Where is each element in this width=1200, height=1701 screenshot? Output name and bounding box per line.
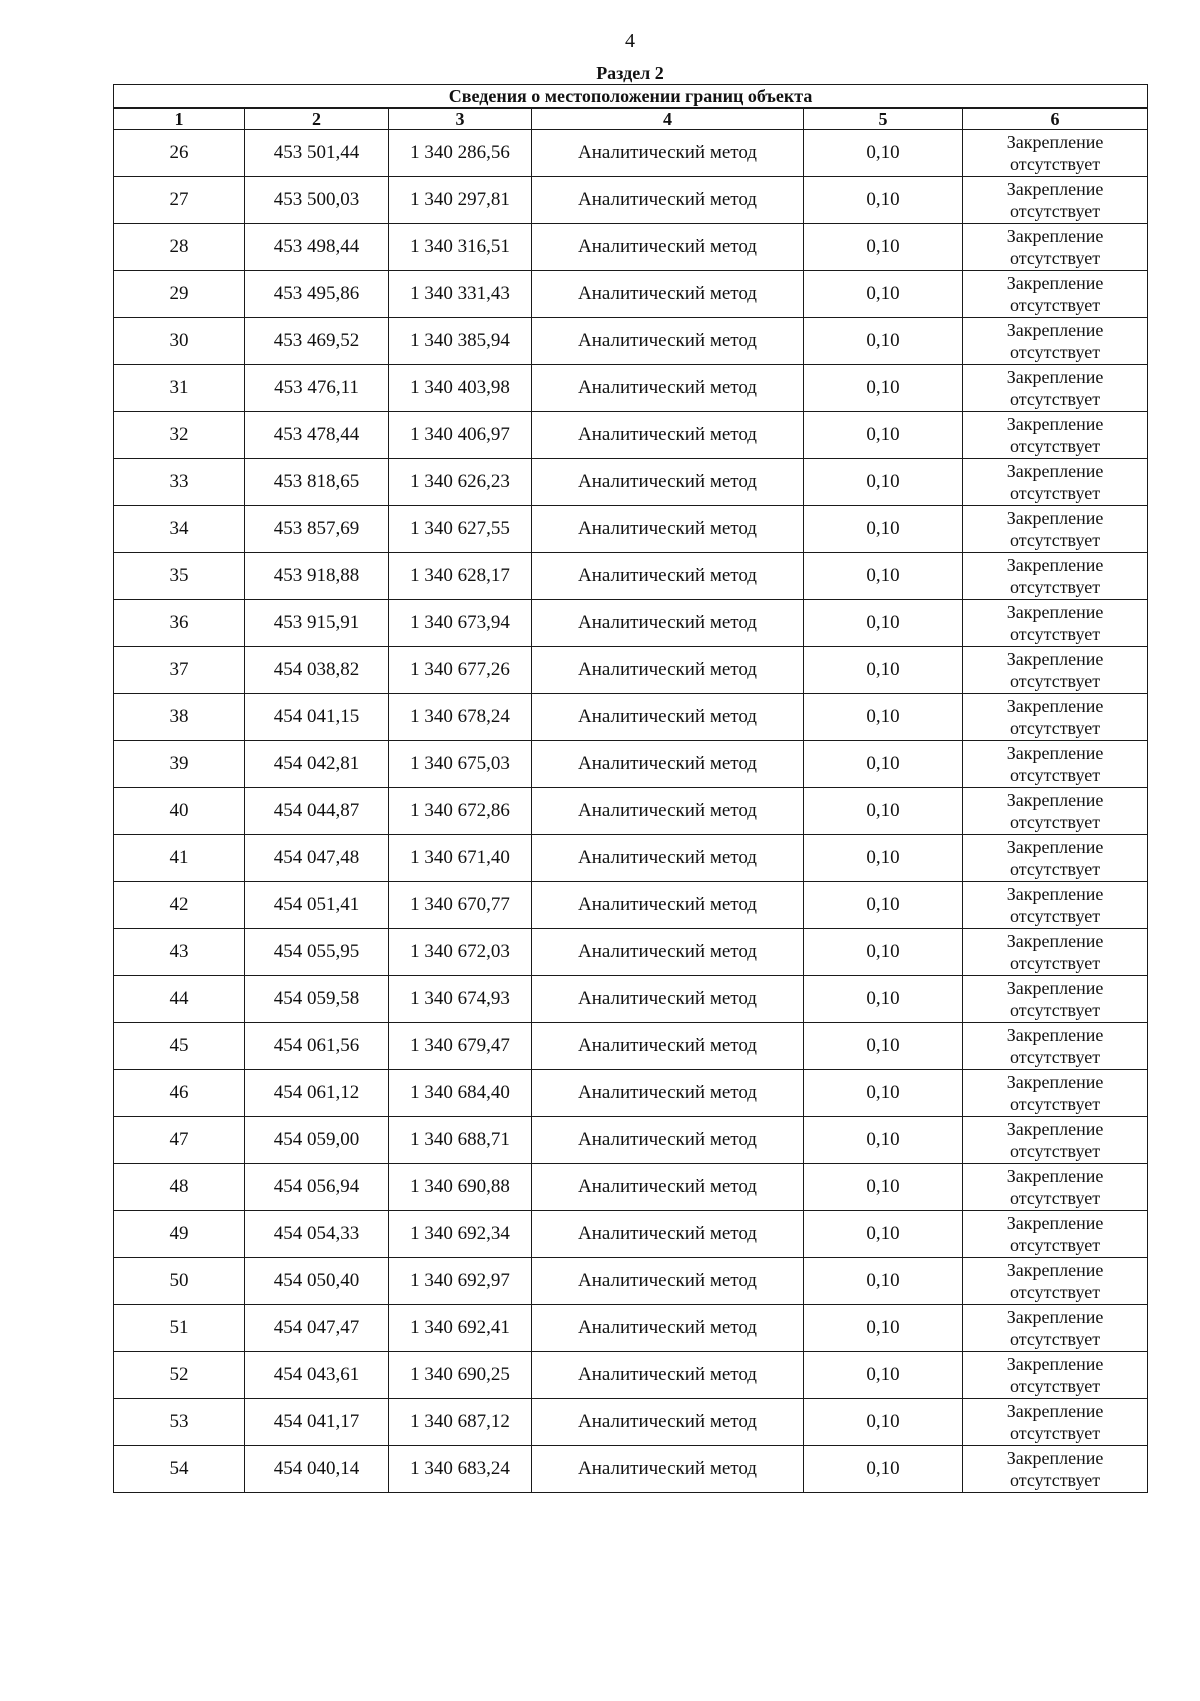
table-row — [114, 835, 1148, 882]
fixation-line-2: отсутствует — [1010, 1141, 1101, 1161]
point-number-cell: 42 — [114, 882, 245, 929]
fixation-cell — [963, 835, 1148, 882]
coordinate-x-cell: 454 059,00 — [245, 1117, 389, 1164]
fixation-line-2: отсутствует — [1010, 1188, 1101, 1208]
method-cell: Аналитический метод — [532, 1070, 804, 1117]
accuracy-cell: 0,10 — [804, 271, 963, 318]
fixation-line-2: отсутствует — [1010, 671, 1101, 691]
point-number-cell: 36 — [114, 600, 245, 647]
accuracy-cell: 0,10 — [804, 976, 963, 1023]
accuracy-cell: 0,10 — [804, 506, 963, 553]
fixation-line-2: отсутствует — [1010, 765, 1101, 785]
fixation-line-1: Закрепление — [1006, 837, 1104, 857]
table-row — [114, 1352, 1148, 1399]
coordinate-x-cell: 454 042,81 — [245, 741, 389, 788]
fixation-cell — [963, 1352, 1148, 1399]
section-title: Раздел 2 — [596, 63, 664, 83]
coordinate-x-cell: 454 056,94 — [245, 1164, 389, 1211]
method-cell: Аналитический метод — [532, 976, 804, 1023]
point-number-cell: 29 — [114, 271, 245, 318]
coordinate-x-cell: 453 501,44 — [245, 130, 389, 177]
fixation-line-1: Закрепление — [1006, 461, 1104, 481]
method-cell: Аналитический метод — [532, 553, 804, 600]
accuracy-cell: 0,10 — [804, 130, 963, 177]
accuracy-cell: 0,10 — [804, 412, 963, 459]
fixation-cell — [963, 553, 1148, 600]
method-cell: Аналитический метод — [532, 271, 804, 318]
fixation-line-1: Закрепление — [1006, 978, 1104, 998]
point-number-cell: 38 — [114, 694, 245, 741]
coordinate-y-cell: 1 340 286,56 — [389, 130, 532, 177]
fixation-cell — [963, 224, 1148, 271]
fixation-cell — [963, 694, 1148, 741]
coordinate-x-cell: 453 500,03 — [245, 177, 389, 224]
column-number: 3 — [389, 108, 532, 130]
method-cell: Аналитический метод — [532, 1117, 804, 1164]
coordinate-x-cell: 453 478,44 — [245, 412, 389, 459]
column-number: 5 — [804, 108, 963, 130]
accuracy-cell: 0,10 — [804, 835, 963, 882]
method-cell: Аналитический метод — [532, 1446, 804, 1493]
coordinate-y-cell: 1 340 679,47 — [389, 1023, 532, 1070]
table-caption: Сведения о местоположении границ объекта — [114, 85, 1148, 109]
fixation-cell — [963, 929, 1148, 976]
fixation-cell — [963, 1211, 1148, 1258]
fixation-line-2: отсутствует — [1010, 1329, 1101, 1349]
coordinate-y-cell: 1 340 673,94 — [389, 600, 532, 647]
fixation-line-1: Закрепление — [1006, 226, 1104, 246]
accuracy-cell: 0,10 — [804, 929, 963, 976]
fixation-cell — [963, 459, 1148, 506]
page-number: 4 — [625, 30, 635, 52]
table-row — [114, 130, 1148, 177]
table-row — [114, 1070, 1148, 1117]
point-number-cell: 53 — [114, 1399, 245, 1446]
coordinate-y-cell: 1 340 683,24 — [389, 1446, 532, 1493]
accuracy-cell: 0,10 — [804, 1305, 963, 1352]
fixation-line-2: отсутствует — [1010, 624, 1101, 644]
point-number-cell: 35 — [114, 553, 245, 600]
fixation-cell — [963, 1446, 1148, 1493]
accuracy-cell: 0,10 — [804, 600, 963, 647]
accuracy-cell: 0,10 — [804, 459, 963, 506]
fixation-line-1: Закрепление — [1006, 1354, 1104, 1374]
coordinate-x-cell: 454 040,14 — [245, 1446, 389, 1493]
coordinate-y-cell: 1 340 690,88 — [389, 1164, 532, 1211]
coordinate-y-cell: 1 340 674,93 — [389, 976, 532, 1023]
fixation-line-2: отсутствует — [1010, 295, 1101, 315]
table-row — [114, 1305, 1148, 1352]
accuracy-cell: 0,10 — [804, 224, 963, 271]
method-cell: Аналитический метод — [532, 835, 804, 882]
column-numbers-row — [114, 108, 1148, 130]
fixation-line-1: Закрепление — [1006, 132, 1104, 152]
fixation-line-2: отсутствует — [1010, 718, 1101, 738]
fixation-line-2: отсутствует — [1010, 201, 1101, 221]
coordinate-y-cell: 1 340 297,81 — [389, 177, 532, 224]
method-cell: Аналитический метод — [532, 694, 804, 741]
point-number-cell: 30 — [114, 318, 245, 365]
coordinate-y-cell: 1 340 692,34 — [389, 1211, 532, 1258]
fixation-line-2: отсутствует — [1010, 859, 1101, 879]
table-row — [114, 1258, 1148, 1305]
point-number-cell: 46 — [114, 1070, 245, 1117]
fixation-line-1: Закрепление — [1006, 1307, 1104, 1327]
accuracy-cell: 0,10 — [804, 318, 963, 365]
fixation-cell — [963, 1258, 1148, 1305]
table-row — [114, 788, 1148, 835]
accuracy-cell: 0,10 — [804, 1023, 963, 1070]
fixation-line-2: отсутствует — [1010, 906, 1101, 926]
table-row — [114, 1446, 1148, 1493]
column-number: 6 — [963, 108, 1148, 130]
column-number: 1 — [114, 108, 245, 130]
method-cell: Аналитический метод — [532, 506, 804, 553]
coordinate-x-cell: 454 050,40 — [245, 1258, 389, 1305]
table-row — [114, 365, 1148, 412]
fixation-cell — [963, 506, 1148, 553]
point-number-cell: 52 — [114, 1352, 245, 1399]
table-row — [114, 600, 1148, 647]
coordinate-x-cell: 454 041,15 — [245, 694, 389, 741]
coordinate-x-cell: 454 041,17 — [245, 1399, 389, 1446]
accuracy-cell: 0,10 — [804, 694, 963, 741]
table-row — [114, 1164, 1148, 1211]
fixation-line-1: Закрепление — [1006, 367, 1104, 387]
fixation-line-2: отсутствует — [1010, 436, 1101, 456]
table-row — [114, 1023, 1148, 1070]
coordinate-x-cell: 454 047,47 — [245, 1305, 389, 1352]
method-cell: Аналитический метод — [532, 1305, 804, 1352]
column-number: 4 — [532, 108, 804, 130]
accuracy-cell: 0,10 — [804, 1211, 963, 1258]
fixation-line-1: Закрепление — [1006, 508, 1104, 528]
fixation-line-1: Закрепление — [1006, 931, 1104, 951]
method-cell: Аналитический метод — [532, 1023, 804, 1070]
method-cell: Аналитический метод — [532, 788, 804, 835]
table-row — [114, 694, 1148, 741]
point-number-cell: 27 — [114, 177, 245, 224]
accuracy-cell: 0,10 — [804, 1070, 963, 1117]
coordinate-y-cell: 1 340 406,97 — [389, 412, 532, 459]
accuracy-cell: 0,10 — [804, 365, 963, 412]
point-number-cell: 40 — [114, 788, 245, 835]
coordinate-x-cell: 453 498,44 — [245, 224, 389, 271]
coordinate-y-cell: 1 340 672,86 — [389, 788, 532, 835]
fixation-line-1: Закрепление — [1006, 273, 1104, 293]
coordinate-x-cell: 454 061,12 — [245, 1070, 389, 1117]
point-number-cell: 50 — [114, 1258, 245, 1305]
fixation-line-2: отсутствует — [1010, 1235, 1101, 1255]
coordinate-y-cell: 1 340 670,77 — [389, 882, 532, 929]
point-number-cell: 28 — [114, 224, 245, 271]
accuracy-cell: 0,10 — [804, 788, 963, 835]
table-caption-row — [114, 85, 1148, 109]
fixation-line-2: отсутствует — [1010, 953, 1101, 973]
point-number-cell: 26 — [114, 130, 245, 177]
table-row — [114, 459, 1148, 506]
coordinate-y-cell: 1 340 316,51 — [389, 224, 532, 271]
accuracy-cell: 0,10 — [804, 1258, 963, 1305]
fixation-line-1: Закрепление — [1006, 649, 1104, 669]
coordinate-y-cell: 1 340 331,43 — [389, 271, 532, 318]
method-cell: Аналитический метод — [532, 412, 804, 459]
coordinate-x-cell: 453 476,11 — [245, 365, 389, 412]
fixation-cell — [963, 976, 1148, 1023]
coordinate-x-cell: 454 055,95 — [245, 929, 389, 976]
point-number-cell: 39 — [114, 741, 245, 788]
coordinate-y-cell: 1 340 626,23 — [389, 459, 532, 506]
accuracy-cell: 0,10 — [804, 1164, 963, 1211]
table-row — [114, 553, 1148, 600]
coordinate-x-cell: 454 044,87 — [245, 788, 389, 835]
coordinate-y-cell: 1 340 688,71 — [389, 1117, 532, 1164]
point-number-cell: 47 — [114, 1117, 245, 1164]
fixation-cell — [963, 1023, 1148, 1070]
method-cell: Аналитический метод — [532, 459, 804, 506]
table-row — [114, 976, 1148, 1023]
point-number-cell: 54 — [114, 1446, 245, 1493]
fixation-line-2: отсутствует — [1010, 530, 1101, 550]
coordinate-x-cell: 454 061,56 — [245, 1023, 389, 1070]
point-number-cell: 37 — [114, 647, 245, 694]
accuracy-cell: 0,10 — [804, 741, 963, 788]
fixation-line-1: Закрепление — [1006, 1401, 1104, 1421]
coordinate-y-cell: 1 340 672,03 — [389, 929, 532, 976]
fixation-line-1: Закрепление — [1006, 1448, 1104, 1468]
table-row — [114, 412, 1148, 459]
method-cell: Аналитический метод — [532, 177, 804, 224]
coordinate-y-cell: 1 340 627,55 — [389, 506, 532, 553]
fixation-line-1: Закрепление — [1006, 1025, 1104, 1045]
fixation-line-1: Закрепление — [1006, 790, 1104, 810]
fixation-cell — [963, 177, 1148, 224]
method-cell: Аналитический метод — [532, 929, 804, 976]
table-row — [114, 1399, 1148, 1446]
fixation-cell — [963, 1305, 1148, 1352]
point-number-cell: 51 — [114, 1305, 245, 1352]
method-cell: Аналитический метод — [532, 600, 804, 647]
fixation-cell — [963, 1399, 1148, 1446]
accuracy-cell: 0,10 — [804, 1446, 963, 1493]
fixation-line-2: отсутствует — [1010, 389, 1101, 409]
fixation-line-2: отсутствует — [1010, 1423, 1101, 1443]
table-row — [114, 741, 1148, 788]
coordinate-y-cell: 1 340 687,12 — [389, 1399, 532, 1446]
table-row — [114, 224, 1148, 271]
table-row — [114, 1211, 1148, 1258]
fixation-line-2: отсутствует — [1010, 1000, 1101, 1020]
method-cell: Аналитический метод — [532, 741, 804, 788]
accuracy-cell: 0,10 — [804, 177, 963, 224]
coordinate-x-cell: 453 857,69 — [245, 506, 389, 553]
point-number-cell: 49 — [114, 1211, 245, 1258]
point-number-cell: 31 — [114, 365, 245, 412]
coordinate-y-cell: 1 340 692,97 — [389, 1258, 532, 1305]
fixation-line-1: Закрепление — [1006, 179, 1104, 199]
table-row — [114, 271, 1148, 318]
fixation-line-1: Закрепление — [1006, 414, 1104, 434]
fixation-line-1: Закрепление — [1006, 696, 1104, 716]
point-number-cell: 33 — [114, 459, 245, 506]
fixation-line-1: Закрепление — [1006, 602, 1104, 622]
fixation-line-1: Закрепление — [1006, 1072, 1104, 1092]
accuracy-cell: 0,10 — [804, 647, 963, 694]
method-cell: Аналитический метод — [532, 318, 804, 365]
accuracy-cell: 0,10 — [804, 1352, 963, 1399]
boundary-coordinates-table — [113, 84, 1148, 1493]
coordinate-y-cell: 1 340 684,40 — [389, 1070, 532, 1117]
accuracy-cell: 0,10 — [804, 1399, 963, 1446]
table-row — [114, 647, 1148, 694]
fixation-cell — [963, 600, 1148, 647]
fixation-line-2: отсутствует — [1010, 1470, 1101, 1490]
table-row — [114, 318, 1148, 365]
method-cell: Аналитический метод — [532, 1352, 804, 1399]
coordinate-y-cell: 1 340 675,03 — [389, 741, 532, 788]
coordinate-x-cell: 453 818,65 — [245, 459, 389, 506]
coordinate-x-cell: 453 918,88 — [245, 553, 389, 600]
coordinate-y-cell: 1 340 385,94 — [389, 318, 532, 365]
coordinate-x-cell: 454 043,61 — [245, 1352, 389, 1399]
point-number-cell: 44 — [114, 976, 245, 1023]
coordinate-x-cell: 453 495,86 — [245, 271, 389, 318]
fixation-cell — [963, 365, 1148, 412]
fixation-line-2: отсутствует — [1010, 154, 1101, 174]
point-number-cell: 48 — [114, 1164, 245, 1211]
table-row — [114, 929, 1148, 976]
fixation-cell — [963, 1070, 1148, 1117]
fixation-line-2: отсутствует — [1010, 1376, 1101, 1396]
fixation-cell — [963, 741, 1148, 788]
method-cell: Аналитический метод — [532, 1258, 804, 1305]
fixation-line-1: Закрепление — [1006, 1119, 1104, 1139]
coordinate-x-cell: 454 059,58 — [245, 976, 389, 1023]
fixation-line-1: Закрепление — [1006, 555, 1104, 575]
coordinate-x-cell: 454 051,41 — [245, 882, 389, 929]
fixation-line-1: Закрепление — [1006, 743, 1104, 763]
method-cell: Аналитический метод — [532, 882, 804, 929]
table-row — [114, 882, 1148, 929]
coordinate-y-cell: 1 340 671,40 — [389, 835, 532, 882]
method-cell: Аналитический метод — [532, 365, 804, 412]
point-number-cell: 45 — [114, 1023, 245, 1070]
fixation-line-1: Закрепление — [1006, 884, 1104, 904]
fixation-line-2: отсутствует — [1010, 1047, 1101, 1067]
coordinate-x-cell: 453 915,91 — [245, 600, 389, 647]
fixation-line-1: Закрепление — [1006, 320, 1104, 340]
fixation-line-2: отсутствует — [1010, 342, 1101, 362]
fixation-cell — [963, 318, 1148, 365]
coordinate-y-cell: 1 340 690,25 — [389, 1352, 532, 1399]
column-number: 2 — [245, 108, 389, 130]
accuracy-cell: 0,10 — [804, 882, 963, 929]
method-cell: Аналитический метод — [532, 1164, 804, 1211]
point-number-cell: 43 — [114, 929, 245, 976]
fixation-line-2: отсутствует — [1010, 577, 1101, 597]
fixation-line-2: отсутствует — [1010, 812, 1101, 832]
coordinate-y-cell: 1 340 692,41 — [389, 1305, 532, 1352]
fixation-cell — [963, 1164, 1148, 1211]
point-number-cell: 32 — [114, 412, 245, 459]
fixation-line-2: отсутствует — [1010, 1094, 1101, 1114]
fixation-cell — [963, 130, 1148, 177]
fixation-line-1: Закрепление — [1006, 1213, 1104, 1233]
table-row — [114, 1117, 1148, 1164]
coordinate-y-cell: 1 340 403,98 — [389, 365, 532, 412]
coordinate-x-cell: 453 469,52 — [245, 318, 389, 365]
fixation-line-2: отсутствует — [1010, 1282, 1101, 1302]
coordinate-x-cell: 454 054,33 — [245, 1211, 389, 1258]
fixation-cell — [963, 1117, 1148, 1164]
accuracy-cell: 0,10 — [804, 1117, 963, 1164]
table-row — [114, 177, 1148, 224]
fixation-line-1: Закрепление — [1006, 1166, 1104, 1186]
method-cell: Аналитический метод — [532, 647, 804, 694]
fixation-cell — [963, 271, 1148, 318]
fixation-cell — [963, 412, 1148, 459]
coordinate-y-cell: 1 340 677,26 — [389, 647, 532, 694]
method-cell: Аналитический метод — [532, 130, 804, 177]
fixation-cell — [963, 788, 1148, 835]
accuracy-cell: 0,10 — [804, 553, 963, 600]
method-cell: Аналитический метод — [532, 1399, 804, 1446]
fixation-line-2: отсутствует — [1010, 248, 1101, 268]
point-number-cell: 41 — [114, 835, 245, 882]
coordinate-y-cell: 1 340 628,17 — [389, 553, 532, 600]
method-cell: Аналитический метод — [532, 1211, 804, 1258]
method-cell: Аналитический метод — [532, 224, 804, 271]
coordinate-x-cell: 454 047,48 — [245, 835, 389, 882]
table-row — [114, 506, 1148, 553]
fixation-cell — [963, 882, 1148, 929]
fixation-line-2: отсутствует — [1010, 483, 1101, 503]
fixation-line-1: Закрепление — [1006, 1260, 1104, 1280]
fixation-cell — [963, 647, 1148, 694]
point-number-cell: 34 — [114, 506, 245, 553]
coordinate-x-cell: 454 038,82 — [245, 647, 389, 694]
coordinate-y-cell: 1 340 678,24 — [389, 694, 532, 741]
